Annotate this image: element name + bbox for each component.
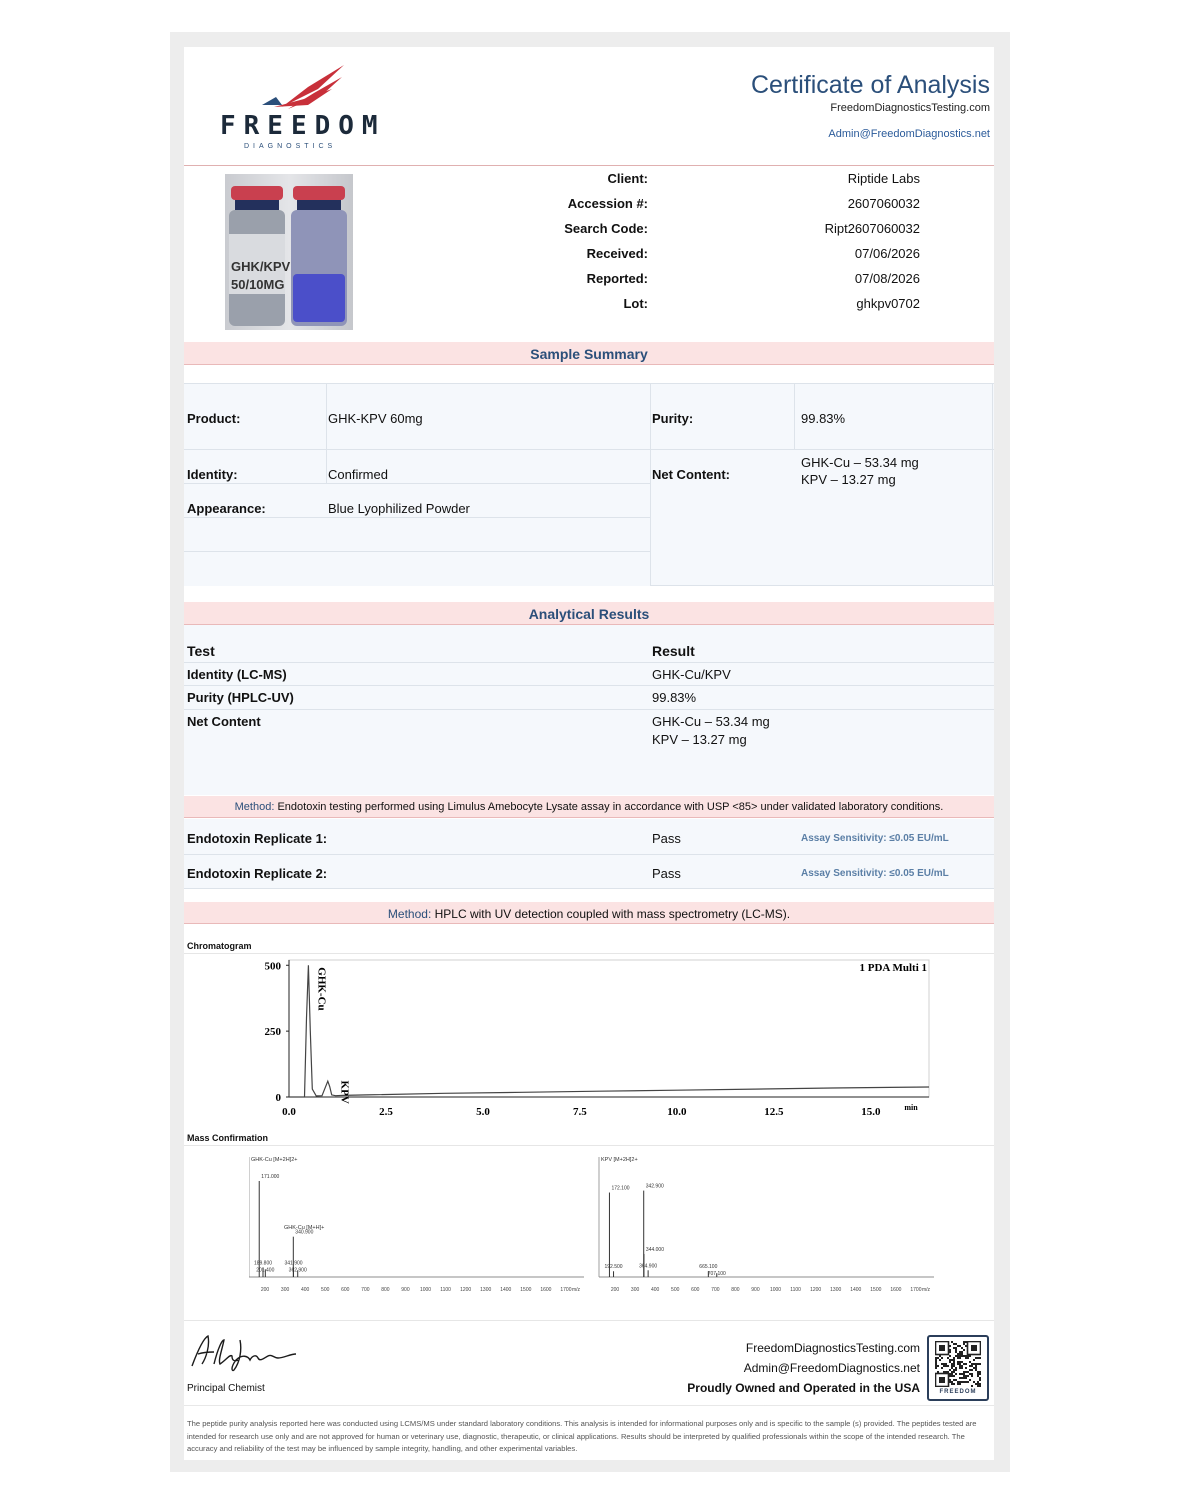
qr-module bbox=[959, 1381, 961, 1383]
appearance-value: Blue Lyophilized Powder bbox=[328, 501, 470, 516]
sample-summary-table bbox=[184, 383, 994, 586]
info-label: Client: bbox=[607, 171, 648, 186]
qr-module bbox=[963, 1355, 965, 1357]
plot-frame bbox=[289, 960, 929, 1097]
spectrum-x-tick-label: 400 bbox=[650, 1287, 660, 1293]
qr-module bbox=[961, 1347, 963, 1349]
qr-module bbox=[973, 1359, 975, 1361]
signer-title: Principal Chemist bbox=[187, 1383, 265, 1394]
spectrum-x-tick-label: 1600 bbox=[890, 1287, 902, 1293]
qr-module bbox=[963, 1371, 965, 1373]
qr-module bbox=[951, 1341, 953, 1343]
qr-module bbox=[959, 1365, 961, 1367]
qr-module bbox=[951, 1371, 953, 1373]
qr-module bbox=[975, 1369, 977, 1371]
analytical-results-table bbox=[184, 625, 994, 795]
y-tick-label: 0 bbox=[275, 1092, 281, 1104]
qr-module bbox=[969, 1355, 971, 1357]
info-value: Ript2607060032 bbox=[824, 221, 920, 236]
qr-module bbox=[957, 1353, 959, 1355]
qr-module bbox=[967, 1355, 969, 1357]
qr-module bbox=[963, 1381, 965, 1383]
info-value: 07/08/2026 bbox=[854, 271, 920, 286]
spectrum-x-tick-label: 700 bbox=[711, 1287, 720, 1293]
spectrum-x-tick-label: 1100 bbox=[790, 1287, 801, 1293]
peak-label: GHK-Cu bbox=[315, 967, 328, 1011]
spectrum-x-tick-label: 1200 bbox=[460, 1287, 472, 1293]
qr-module bbox=[939, 1359, 941, 1361]
qr-module bbox=[965, 1367, 967, 1369]
qr-module bbox=[975, 1367, 977, 1369]
qr-module bbox=[937, 1371, 939, 1373]
spectrum-peak-label: 171.000 bbox=[261, 1174, 280, 1180]
disclaimer-text: The peptide purity analysis reported here was conducted using LCMS/MS under standard laboratory conditions. This analysis is intended for informational purposes only and is specific to the sample (s) provided. The peptides tested are intended for research use only and are not approved for human or veterinary use, diagnostic, therapeutic, or clinical applications. Results should be interpreted by qualified professionals within the scope of the intended research. The accuracy and reliability of the test may be influenced by sample integrity, handling, and other experimental variables. bbox=[187, 1419, 977, 1453]
spectrum-x-tick-label: 1200 bbox=[810, 1287, 822, 1293]
qr-module bbox=[959, 1367, 961, 1369]
qr-module bbox=[943, 1363, 945, 1365]
footer-tagline: Proudly Owned and Operated in the USA bbox=[687, 1381, 920, 1395]
qr-module bbox=[969, 1373, 971, 1375]
legend-label: 1 PDA Multi 1 bbox=[859, 962, 927, 974]
info-label: Lot: bbox=[623, 296, 648, 311]
qr-module bbox=[979, 1383, 981, 1385]
chromatogram-chart bbox=[244, 955, 944, 1125]
qr-module bbox=[953, 1371, 955, 1373]
qr-module bbox=[965, 1355, 967, 1357]
qr-module bbox=[977, 1385, 979, 1387]
qr-module bbox=[953, 1361, 955, 1363]
purity-value: 99.83% bbox=[801, 411, 846, 426]
qr-module bbox=[971, 1369, 973, 1371]
qr-module bbox=[969, 1369, 971, 1371]
qr-module bbox=[935, 1357, 937, 1359]
purity-label: Purity: bbox=[652, 411, 694, 426]
qr-module bbox=[967, 1371, 969, 1373]
qr-finder-center bbox=[939, 1345, 945, 1351]
spectrum-panel-name: GHK-Cu [M+2H]2+ bbox=[251, 1157, 298, 1163]
spectrum-peak-label: 344.000 bbox=[645, 1246, 665, 1253]
qr-module bbox=[955, 1369, 957, 1371]
qr-module bbox=[949, 1369, 951, 1371]
qr-module bbox=[971, 1375, 973, 1377]
x-tick-label: 0.0 bbox=[282, 1106, 296, 1118]
spectrum-peak-label: 707.100 bbox=[707, 1271, 726, 1278]
qr-module bbox=[955, 1349, 957, 1351]
qr-module bbox=[949, 1361, 951, 1363]
info-value: Riptide Labs bbox=[847, 171, 920, 186]
qr-module bbox=[963, 1375, 965, 1377]
qr-module bbox=[977, 1375, 979, 1377]
qr-finder-center bbox=[939, 1377, 945, 1383]
qr-module bbox=[937, 1357, 939, 1359]
spectrum-x-tick-label: 500 bbox=[671, 1287, 680, 1293]
qr-module bbox=[955, 1343, 957, 1345]
mass-spectrum-chart bbox=[249, 1149, 949, 1299]
hplc-method-text: HPLC with UV detection coupled with mass spectrometry (LC-MS). bbox=[434, 907, 791, 921]
qr-module bbox=[963, 1377, 965, 1379]
x-axis-unit: min bbox=[904, 1103, 918, 1112]
spectrum-x-tick-label: 900 bbox=[401, 1287, 410, 1293]
qr-module bbox=[953, 1363, 955, 1365]
qr-module bbox=[969, 1361, 971, 1363]
header-divider bbox=[184, 165, 994, 166]
spectrum-x-tick-label: 900 bbox=[751, 1287, 760, 1293]
qr-module bbox=[961, 1361, 963, 1363]
qr-module bbox=[935, 1363, 937, 1365]
qr-module bbox=[979, 1371, 981, 1373]
qr-module bbox=[973, 1363, 975, 1365]
qr-module bbox=[965, 1363, 967, 1365]
spectrum-x-tick-label: 200 bbox=[260, 1287, 270, 1293]
qr-module bbox=[967, 1375, 969, 1377]
qr-module bbox=[977, 1373, 979, 1375]
spectrum-peak-label: 340.900 bbox=[295, 1229, 314, 1236]
x-tick-label: 2.5 bbox=[379, 1106, 393, 1118]
qr-module bbox=[953, 1383, 955, 1385]
qr-module bbox=[935, 1361, 937, 1363]
info-label: Received: bbox=[586, 246, 648, 261]
qr-module bbox=[971, 1373, 973, 1375]
qr-module bbox=[955, 1373, 957, 1375]
endotoxin-method-label: Method: bbox=[234, 801, 275, 813]
spectrum-peak-label: 665.100 bbox=[699, 1264, 718, 1271]
qr-module bbox=[953, 1357, 955, 1359]
qr-module bbox=[961, 1373, 963, 1375]
net-content-value-ghk: GHK-Cu – 53.34 mg bbox=[801, 455, 919, 470]
qr-module bbox=[971, 1385, 973, 1387]
endotoxin-method bbox=[184, 801, 994, 813]
spectrum-secondary-name: GHK-Cu [M+H]+ bbox=[284, 1225, 325, 1231]
qr-module bbox=[961, 1377, 963, 1379]
result-column-header: Result bbox=[652, 643, 695, 659]
qr-module bbox=[979, 1363, 981, 1365]
endotoxin-rep1-label: Endotoxin Replicate 1: bbox=[187, 831, 328, 846]
qr-module bbox=[953, 1365, 955, 1367]
hplc-method bbox=[184, 907, 994, 921]
logo-subtitle: DIAGNOSTICS bbox=[244, 143, 337, 150]
qr-module bbox=[969, 1379, 971, 1381]
qr-module bbox=[955, 1355, 957, 1357]
spectrum-x-tick-label: 800 bbox=[381, 1287, 390, 1293]
qr-module bbox=[979, 1373, 981, 1375]
qr-module bbox=[979, 1385, 981, 1387]
qr-module bbox=[961, 1365, 963, 1367]
spectrum-x-tick-label: 300 bbox=[630, 1287, 640, 1293]
qr-module bbox=[977, 1371, 979, 1373]
spectrum-x-tick-label: m/z bbox=[571, 1287, 581, 1293]
product-photo bbox=[225, 174, 353, 330]
qr-module bbox=[957, 1355, 959, 1357]
qr-module bbox=[957, 1383, 959, 1385]
identity-value: Confirmed bbox=[328, 467, 388, 482]
endotoxin-table bbox=[184, 819, 994, 889]
qr-module bbox=[951, 1373, 953, 1375]
test-column-header: Test bbox=[187, 643, 215, 659]
chromatogram-title: Chromatogram bbox=[187, 941, 252, 951]
qr-module bbox=[965, 1377, 967, 1379]
spectrum-x-tick-label: 1300 bbox=[830, 1287, 842, 1293]
qr-module bbox=[951, 1375, 953, 1377]
qr-module bbox=[961, 1381, 963, 1383]
qr-module bbox=[969, 1365, 971, 1367]
qr-module bbox=[975, 1383, 977, 1385]
document-title: Certificate of Analysis bbox=[751, 71, 990, 99]
qr-module bbox=[935, 1359, 937, 1361]
result-identity: GHK-Cu/KPV bbox=[652, 667, 731, 682]
qr-module bbox=[953, 1369, 955, 1371]
spectrum-x-tick-label: 300 bbox=[280, 1287, 290, 1293]
qr-module bbox=[951, 1363, 953, 1365]
qr-module bbox=[971, 1365, 973, 1367]
qr-module bbox=[941, 1363, 943, 1365]
qr-module bbox=[975, 1357, 977, 1359]
spectrum-x-tick-label: 500 bbox=[321, 1287, 330, 1293]
qr-module bbox=[959, 1355, 961, 1357]
qr-module bbox=[949, 1355, 951, 1357]
x-tick-label: 7.5 bbox=[573, 1106, 587, 1118]
spectrum-x-tick-label: 200 bbox=[610, 1287, 620, 1293]
net-content-label: Net Content: bbox=[652, 467, 730, 482]
spectrum-x-tick-label: 1700 bbox=[910, 1287, 922, 1293]
qr-module bbox=[937, 1365, 939, 1367]
spectrum-x-tick-label: 600 bbox=[691, 1287, 700, 1293]
qr-module bbox=[959, 1351, 961, 1353]
qr-module bbox=[953, 1359, 955, 1361]
qr-module bbox=[955, 1379, 957, 1381]
result-net-content-kpv: KPV – 13.27 mg bbox=[652, 732, 747, 747]
qr-module bbox=[941, 1367, 943, 1369]
spectrum-x-tick-label: 1000 bbox=[769, 1287, 782, 1293]
endotoxin-rep2-result: Pass bbox=[652, 866, 681, 881]
spectrum-x-tick-label: 1000 bbox=[419, 1287, 432, 1293]
qr-code-icon bbox=[935, 1341, 981, 1387]
spectrum-x-tick-label: m/z bbox=[921, 1287, 931, 1293]
qr-module bbox=[977, 1357, 979, 1359]
spectrum-x-tick-label: 600 bbox=[341, 1287, 350, 1293]
spectrum-peak-label: 192.500 bbox=[604, 1264, 623, 1271]
qr-module bbox=[935, 1365, 937, 1367]
vial-label-line-1: GHK/KPV bbox=[231, 259, 291, 274]
qr-module bbox=[957, 1381, 959, 1383]
spectrum-x-tick-label: 800 bbox=[731, 1287, 740, 1293]
product-value: GHK-KPV 60mg bbox=[328, 411, 423, 426]
qr-module bbox=[967, 1381, 969, 1383]
spectrum-x-tick-label: 1400 bbox=[850, 1287, 862, 1293]
spectrum-x-tick-label: 1300 bbox=[480, 1287, 492, 1293]
qr-module bbox=[979, 1357, 981, 1359]
y-tick-label: 500 bbox=[264, 960, 281, 973]
qr-module bbox=[959, 1353, 961, 1355]
qr-module bbox=[943, 1365, 945, 1367]
vial-label-line-2: 50/10MG bbox=[231, 277, 285, 292]
spectrum-panel-name: KPV [M+2H]2+ bbox=[601, 1157, 638, 1163]
spectrum-x-tick-label: 1700 bbox=[560, 1287, 572, 1293]
spectrum-peak-label: 341.900 bbox=[284, 1260, 303, 1267]
spectrum-x-tick-label: 1500 bbox=[870, 1287, 882, 1293]
x-tick-label: 12.5 bbox=[764, 1106, 784, 1118]
qr-module bbox=[979, 1377, 981, 1379]
y-tick-label: 250 bbox=[264, 1026, 281, 1039]
qr-module bbox=[975, 1365, 977, 1367]
qr-module bbox=[947, 1357, 949, 1359]
header-website-link[interactable]: FreedomDiagnosticsTesting.com bbox=[830, 102, 990, 114]
qr-module bbox=[955, 1367, 957, 1369]
qr-module bbox=[947, 1365, 949, 1367]
qr-module bbox=[961, 1351, 963, 1353]
qr-module bbox=[973, 1381, 975, 1383]
qr-module bbox=[945, 1363, 947, 1365]
x-tick-label: 5.0 bbox=[476, 1106, 490, 1118]
qr-module bbox=[959, 1373, 961, 1375]
qr-module bbox=[957, 1363, 959, 1365]
flag-swoosh-icon bbox=[204, 55, 394, 115]
x-tick-label: 15.0 bbox=[861, 1106, 881, 1118]
qr-module bbox=[959, 1345, 961, 1347]
qr-module bbox=[963, 1341, 965, 1343]
qr-module bbox=[951, 1365, 953, 1367]
certificate-page bbox=[184, 47, 994, 1460]
qr-module bbox=[965, 1375, 967, 1377]
chromatogram-trace bbox=[289, 965, 929, 1097]
info-value: ghkpv0702 bbox=[856, 296, 920, 311]
qr-module bbox=[961, 1367, 963, 1369]
product-label: Product: bbox=[187, 411, 241, 426]
spectrum-peak-label: 342.900 bbox=[645, 1183, 664, 1190]
mass-spectrum-panel bbox=[599, 1157, 934, 1293]
endotoxin-rep2-sensitivity: Assay Sensitivity: ≤0.05 EU/mL bbox=[801, 868, 949, 879]
qr-module bbox=[979, 1379, 981, 1381]
logo-word: FREEDOM bbox=[220, 111, 386, 141]
mass-confirmation-title: Mass Confirmation bbox=[187, 1133, 269, 1143]
qr-module bbox=[949, 1359, 951, 1361]
qr-module bbox=[959, 1377, 961, 1379]
spectrum-x-tick-label: 1500 bbox=[520, 1287, 532, 1293]
qr-module bbox=[963, 1343, 965, 1345]
qr-module bbox=[961, 1355, 963, 1357]
qr-module bbox=[953, 1343, 955, 1345]
spectrum-x-tick-label: 1100 bbox=[440, 1287, 451, 1293]
hplc-method-label: Method: bbox=[387, 907, 432, 921]
freedom-logo bbox=[204, 55, 394, 155]
identity-label: Identity: bbox=[187, 467, 238, 482]
qr-code-badge[interactable] bbox=[927, 1335, 989, 1401]
result-purity: 99.83% bbox=[652, 690, 697, 705]
qr-module bbox=[953, 1379, 955, 1381]
info-value: 07/06/2026 bbox=[854, 246, 920, 261]
qr-module bbox=[957, 1345, 959, 1347]
qr-module bbox=[965, 1357, 967, 1359]
test-net-content: Net Content bbox=[187, 714, 261, 729]
endotoxin-rep1-result: Pass bbox=[652, 831, 681, 846]
qr-module bbox=[951, 1383, 953, 1385]
qr-module bbox=[977, 1383, 979, 1385]
result-net-content-ghk: GHK-Cu – 53.34 mg bbox=[652, 714, 770, 729]
endotoxin-rep1-sensitivity: Assay Sensitivity: ≤0.05 EU/mL bbox=[801, 833, 949, 844]
header-email-link[interactable]: Admin@FreedomDiagnostics.net bbox=[828, 128, 990, 140]
spectrum-x-tick-label: 700 bbox=[361, 1287, 370, 1293]
qr-module bbox=[973, 1367, 975, 1369]
test-identity: Identity (LC-MS) bbox=[187, 667, 287, 682]
qr-module bbox=[951, 1359, 953, 1361]
qr-module bbox=[953, 1375, 955, 1377]
qr-module bbox=[959, 1361, 961, 1363]
spectrum-peak-label: 362.900 bbox=[288, 1267, 307, 1274]
sample-summary-title: Sample Summary bbox=[530, 346, 648, 362]
qr-module bbox=[955, 1347, 957, 1349]
qr-finder-center bbox=[971, 1345, 977, 1351]
net-content-value-kpv: KPV – 13.27 mg bbox=[801, 472, 896, 487]
appearance-label: Appearance: bbox=[187, 501, 266, 516]
peak-label: KPV bbox=[338, 1080, 351, 1104]
mass-spectrum-panel bbox=[249, 1157, 584, 1293]
qr-module bbox=[977, 1363, 979, 1365]
info-label: Accession #: bbox=[567, 196, 648, 211]
qr-module bbox=[965, 1371, 967, 1373]
qr-module bbox=[945, 1371, 947, 1373]
qr-module bbox=[963, 1373, 965, 1375]
qr-module bbox=[963, 1349, 965, 1351]
qr-module bbox=[975, 1363, 977, 1365]
qr-module bbox=[963, 1363, 965, 1365]
spectrum-x-tick-label: 1400 bbox=[500, 1287, 512, 1293]
footer-website-link[interactable]: FreedomDiagnosticsTesting.com bbox=[745, 1341, 920, 1355]
qr-caption: FREEDOM bbox=[939, 1389, 977, 1395]
qr-module bbox=[945, 1365, 947, 1367]
spectrum-peak-label: 364.900 bbox=[639, 1263, 658, 1270]
qr-module bbox=[941, 1357, 943, 1359]
qr-module bbox=[953, 1347, 955, 1349]
info-value: 2607060032 bbox=[847, 196, 920, 211]
qr-module bbox=[971, 1363, 973, 1365]
qr-module bbox=[957, 1357, 959, 1359]
qr-module bbox=[951, 1367, 953, 1369]
x-tick-label: 10.0 bbox=[667, 1106, 687, 1118]
qr-module bbox=[965, 1381, 967, 1383]
qr-module bbox=[935, 1367, 937, 1369]
info-label: Reported: bbox=[586, 271, 648, 286]
qr-module bbox=[947, 1371, 949, 1373]
signature-image bbox=[188, 1330, 308, 1380]
qr-module bbox=[955, 1351, 957, 1353]
spectrum-peak-label: 189.800 bbox=[253, 1260, 273, 1267]
footer-email-link[interactable]: Admin@FreedomDiagnostics.net bbox=[743, 1361, 920, 1375]
spectrum-x-tick-label: 1600 bbox=[540, 1287, 552, 1293]
info-label: Search Code: bbox=[564, 221, 648, 236]
qr-module bbox=[939, 1355, 941, 1357]
qr-module bbox=[961, 1353, 963, 1355]
qr-module bbox=[957, 1361, 959, 1363]
test-purity: Purity (HPLC-UV) bbox=[187, 690, 294, 705]
qr-module bbox=[959, 1363, 961, 1365]
qr-module bbox=[977, 1381, 979, 1383]
qr-module bbox=[951, 1381, 953, 1383]
spectrum-peak-label: 172.100 bbox=[611, 1185, 630, 1192]
signature-name bbox=[308, 1330, 309, 1331]
qr-module bbox=[959, 1383, 961, 1385]
qr-module bbox=[967, 1357, 969, 1359]
spectrum-x-tick-label: 400 bbox=[300, 1287, 310, 1293]
qr-module bbox=[943, 1371, 945, 1373]
endotoxin-method-text: Endotoxin testing performed using Limulus Amebocyte Lysate assay in accordance with USP <85> under validated laboratory conditions. bbox=[277, 801, 944, 813]
spectrum-peak-label: 201.400 bbox=[256, 1267, 275, 1274]
analytical-results-title: Analytical Results bbox=[528, 606, 650, 622]
endotoxin-rep2-label: Endotoxin Replicate 2: bbox=[187, 866, 328, 881]
qr-module bbox=[959, 1357, 961, 1359]
